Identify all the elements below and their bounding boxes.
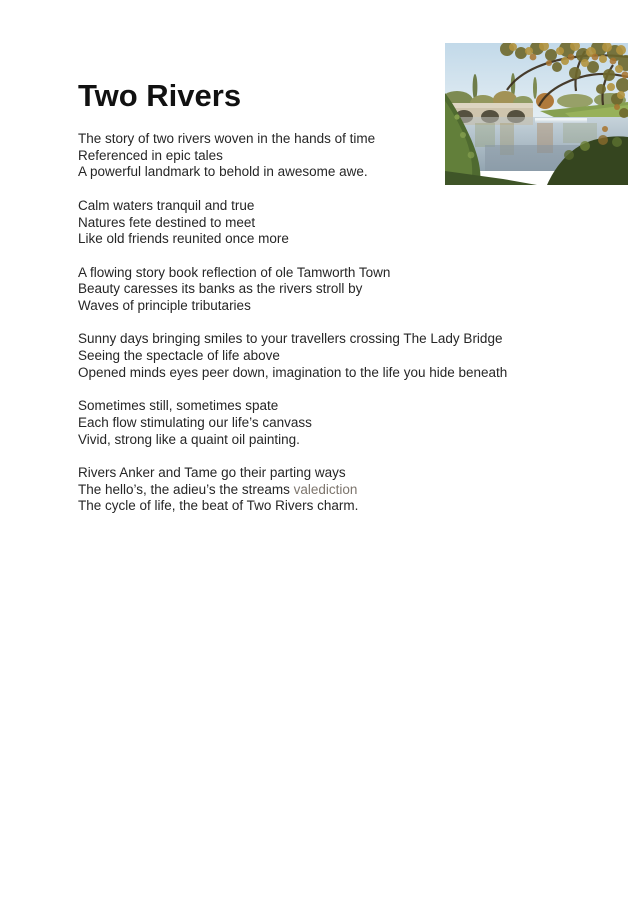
poem-text: The story of two rivers woven in the hands of time <box>78 131 376 146</box>
page-title: Two Rivers <box>78 78 242 113</box>
poem-text: Like old friends reunited once more <box>78 231 289 247</box>
poem-line <box>78 215 608 232</box>
stanza <box>78 265 608 315</box>
stanza <box>78 465 608 515</box>
poem-line <box>78 281 608 298</box>
poem-text: Natures fete destined to meet <box>78 214 256 230</box>
poem-line <box>78 148 608 165</box>
poem-text: Sunny days bringing smiles to your travellers crossing The Lady Bridge <box>78 331 503 347</box>
document-content <box>78 80 608 532</box>
poem-text: Vivid, strong like a quaint oil painting. <box>78 431 300 447</box>
stanza <box>78 398 608 448</box>
poem-text: Opened minds eyes peer down, imagination to the life you hide beneath <box>78 364 508 380</box>
poem-text: The hello’s, the adieu’s the streams <box>78 481 294 497</box>
poem-text: Beauty caresses its banks as the rivers stroll by <box>78 281 363 297</box>
poem-text: Each flow stimulating our life’s canvass <box>78 414 312 430</box>
poem-line <box>78 131 608 148</box>
stanza <box>78 131 608 181</box>
poem-line <box>78 298 608 315</box>
stanza <box>78 331 608 381</box>
poem-text: Waves of principle tributaries <box>78 298 251 313</box>
poem-text: Sometimes still, sometimes spate <box>78 398 279 414</box>
poem-text: A powerful landmark to behold in awesome awe. <box>78 164 368 180</box>
poem-line <box>78 365 608 382</box>
poem-line <box>78 498 608 515</box>
poem-line <box>78 348 608 365</box>
poem-text: A flowing story book reflection of ole Tamworth Town <box>78 264 391 280</box>
poem-line <box>78 482 608 499</box>
muted-word: valediction <box>293 481 358 497</box>
poem-text: Seeing the spectacle of life above <box>78 348 280 364</box>
poem <box>78 131 608 515</box>
poem-line <box>78 265 608 282</box>
poem-text: Calm waters tranquil and true <box>78 197 255 213</box>
poem-line <box>78 198 608 215</box>
stanza <box>78 198 608 248</box>
poem-line <box>78 415 608 432</box>
poem-line <box>78 331 608 348</box>
poem-line <box>78 231 608 248</box>
poem-text: Referenced in epic tales <box>78 147 223 163</box>
poem-line <box>78 398 608 415</box>
poem-text: The cycle of life, the beat of Two Rivers charm. <box>78 498 359 514</box>
poem-text: Rivers Anker and Tame go their parting ways <box>78 464 346 480</box>
poem-line <box>78 432 608 449</box>
poem-line <box>78 164 608 181</box>
poem-line <box>78 465 608 482</box>
